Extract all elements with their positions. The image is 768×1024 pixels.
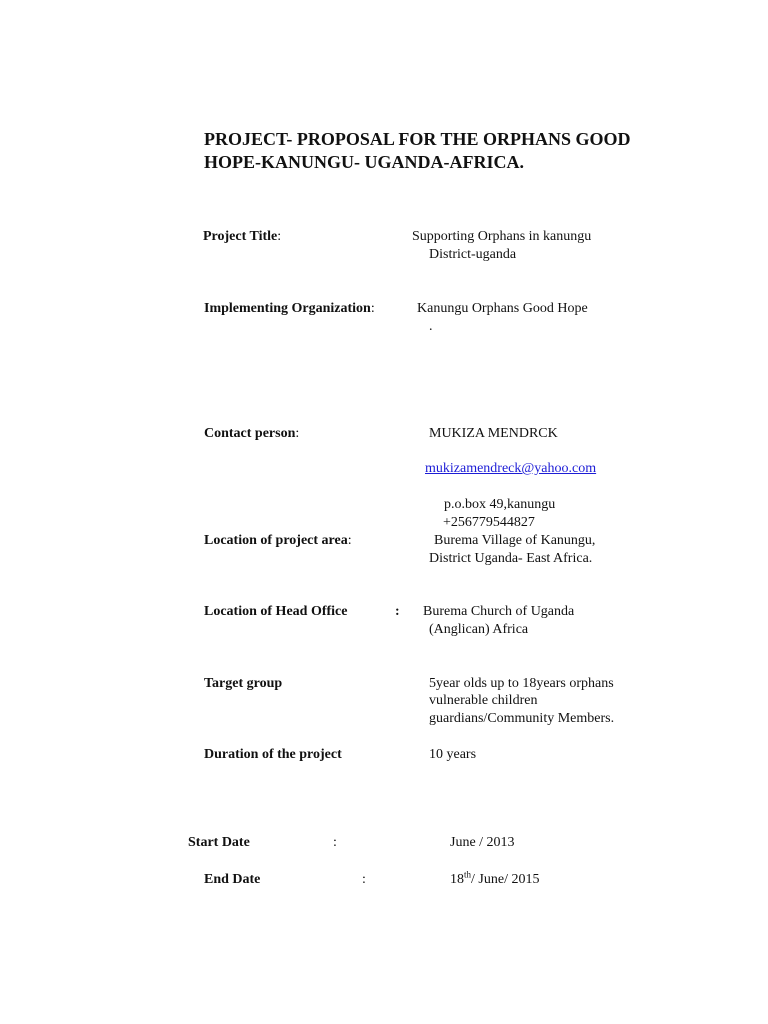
location-project-value-line-2: District Uganda- East Africa. — [429, 551, 593, 566]
location-head-office-value-line-2: (Anglican) Africa — [429, 622, 529, 637]
location-project-row-label — [204, 532, 352, 550]
location-head-office-label: Location of Head Office — [204, 604, 348, 619]
end-date-label: End Date — [204, 872, 261, 887]
project-title-label: Project Title — [203, 229, 278, 244]
document-title-line-2: HOPE-KANUNGU- UGANDA-AFRICA. — [204, 152, 524, 172]
contact-person-row-label — [204, 425, 299, 443]
end-date-day: 18 — [450, 872, 464, 887]
end-date-rest: / June/ 2015 — [471, 872, 540, 887]
project-title-value-line-2: District-uganda — [429, 247, 517, 262]
implementing-org-separator: : — [370, 301, 375, 316]
target-group-value-line-1: 5year olds up to 18years orphans — [429, 676, 614, 691]
start-date-label: Start Date — [188, 835, 250, 850]
implementing-org-value-line-2: . — [429, 319, 433, 334]
document-title-line-1: PROJECT- PROPOSAL FOR THE ORPHANS GOOD — [204, 129, 631, 149]
project-title-separator: : — [277, 229, 282, 244]
location-project-label: Location of project area — [204, 533, 348, 548]
end-date-separator: : — [362, 872, 366, 887]
end-date-value — [450, 871, 539, 889]
end-date-ordinal: th — [464, 869, 472, 880]
contact-person-name: MUKIZA MENDRCK — [429, 426, 558, 441]
implementing-org-label: Implementing Organization — [204, 301, 371, 316]
location-head-office-separator: : — [395, 604, 400, 619]
contact-person-label: Contact person — [204, 426, 296, 441]
location-project-separator: : — [347, 533, 352, 548]
contact-phone: +256779544827 — [443, 515, 535, 530]
target-group-label: Target group — [204, 676, 283, 691]
duration-value: 10 years — [429, 747, 477, 762]
project-title-value-line-1: Supporting Orphans in kanungu — [412, 229, 592, 244]
contact-email-link[interactable]: mukizamendreck@yahoo.com — [425, 461, 597, 476]
start-date-value: June / 2013 — [450, 835, 515, 850]
contact-person-separator: : — [295, 426, 300, 441]
contact-address: p.o.box 49,kanungu — [444, 497, 556, 512]
start-date-separator: : — [333, 835, 337, 850]
target-group-value-line-2: vulnerable children — [429, 693, 538, 708]
project-title-row-label — [203, 228, 281, 246]
location-head-office-value-line-1: Burema Church of Uganda — [423, 604, 575, 619]
implementing-org-row-label — [204, 300, 375, 318]
location-project-value-line-1: Burema Village of Kanungu, — [434, 533, 596, 548]
target-group-value-line-3: guardians/Community Members. — [429, 711, 615, 726]
implementing-org-value-line-1: Kanungu Orphans Good Hope — [417, 301, 588, 316]
duration-label: Duration of the project — [204, 747, 342, 762]
